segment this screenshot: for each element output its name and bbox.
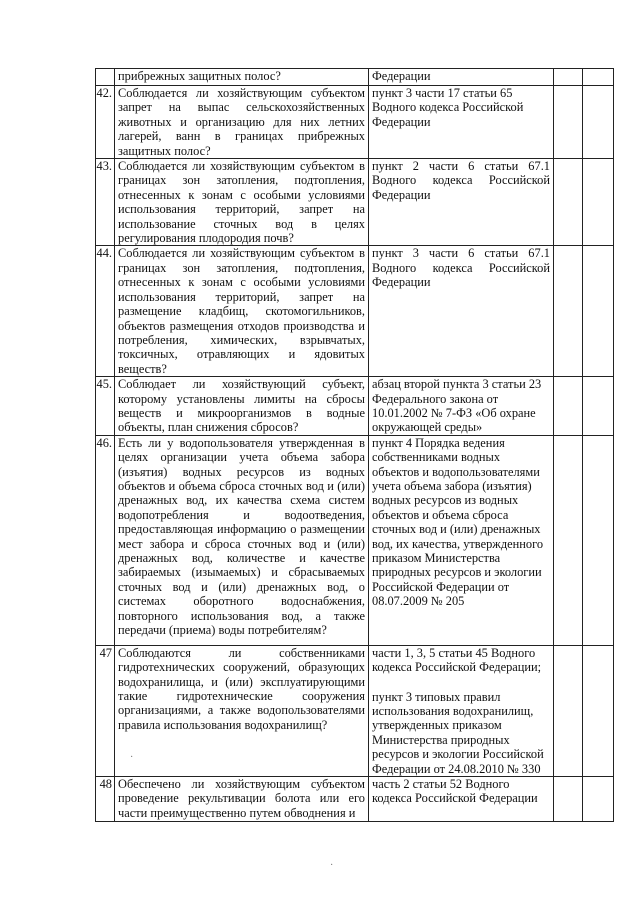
empty-cell <box>583 645 614 776</box>
empty-cell <box>554 86 583 159</box>
empty-cell <box>554 645 583 776</box>
empty-cell <box>554 246 583 377</box>
row-number: 45. <box>96 377 115 436</box>
question-cell: Есть ли у водопользователя утвержденная в целях организации учета объема забора (изъятия) водных ресурсов из водных объектов и объема сброса сточных вод и (или) дренажных вод, их качества схема систем водопотребления и водоотведения, предоставляющая информацию о размещении мест забора и сброса сточных вод и (или) дренажных вод, количестве и качестве забираемых (изымаемых) и сбрасываемых сточных вод и (или) дренажных вод, о системах оборотного водоснабжения, повторного использования вод, а также передачи (приема) воды потребителям? <box>115 435 369 645</box>
reference-cell: часть 2 статьи 52 Водного кодекса Российской Федерации <box>369 777 554 822</box>
reference-cell: пункт 2 части 6 статьи 67.1 Водного кодекса Российской Федерации <box>369 159 554 246</box>
empty-cell <box>554 377 583 436</box>
row-number <box>96 69 115 86</box>
question-cell: Соблюдает ли хозяйствующий субъект, которому установлены лимиты на сбросы веществ и микроорганизмов в водные объекты, план снижения сбросов? <box>115 377 369 436</box>
empty-cell <box>554 159 583 246</box>
empty-cell <box>583 777 614 822</box>
paragraph-gap <box>372 675 550 690</box>
question-cell: прибрежных защитных полос? <box>115 69 369 86</box>
requirements-table <box>95 68 614 822</box>
row-number: 42. <box>96 86 115 159</box>
table-row <box>96 246 614 377</box>
row-number: 43. <box>96 159 115 246</box>
row-number: 44. <box>96 246 115 377</box>
table-row <box>96 159 614 246</box>
table-row <box>96 645 614 776</box>
table-row <box>96 86 614 159</box>
reference-cell: Федерации <box>369 69 554 86</box>
table-row <box>96 69 614 86</box>
reference-cell: пункт 4 Порядка ведения собственниками водных объектов и водопользователями учета объема забора (изъятия) водных ресурсов из водных объектов и объема сброса сточных вод и (или) дренажных вод, их качества, утвержденного приказом Министерства природных ресурсов и экологии Российской Федерации от 08.07.2009 № 205 <box>369 435 554 645</box>
empty-cell <box>583 69 614 86</box>
empty-cell <box>583 159 614 246</box>
reference-paragraph: части 1, 3, 5 статьи 45 Водного кодекса Российской Федерации; <box>372 645 542 675</box>
empty-cell <box>583 86 614 159</box>
row-number: 48 <box>96 777 115 822</box>
question-cell: Соблюдается ли хозяйствующим субъектом в границах зон затопления, подтопления, отнесенных к зонам с особыми условиями использования территорий, запрет на размещение кладбищ, скотомогильников, объектов размещения отходов производства и потребления, химических, взрывчатых, токсичных, отравляющих и ядовитых веществ? <box>115 246 369 377</box>
question-cell: Обеспечено ли хозяйствующим субъектом проведение рекультивации болота или его части преимущественно путем обводнения и <box>115 777 369 822</box>
empty-cell <box>583 377 614 436</box>
empty-cell <box>583 435 614 645</box>
table-row <box>96 377 614 436</box>
empty-cell <box>554 435 583 645</box>
row-number: 47 <box>96 645 115 776</box>
reference-cell: абзац второй пункта 3 статьи 23 Федерального закона от 10.01.2002 № 7-ФЗ «Об охране окружающей среды» <box>369 377 554 436</box>
reference-cell <box>369 645 554 776</box>
reference-cell: пункт 3 части 6 статьи 67.1 Водного кодекса Российской Федерации <box>369 246 554 377</box>
question-cell: Соблюдаются ли собственниками гидротехнических сооружений, образующих водохранилища, и (или) эксплуатирующими такие гидротехнические сооружения организациями, а также водопользователями правила использования водохранилищ? <box>115 645 369 776</box>
reference-cell: пункт 3 части 17 статьи 65 Водного кодекса Российской Федерации <box>369 86 554 159</box>
table-row <box>96 435 614 645</box>
question-cell: Соблюдается ли хозяйствующим субъектом запрет на выпас сельскохозяйственных животных и организацию для них летних лагерей, ванн в границах прибрежных защитных полос? <box>115 86 369 159</box>
empty-cell <box>583 246 614 377</box>
row-number: 46. <box>96 435 115 645</box>
scan-speck: · <box>330 860 334 871</box>
question-cell: Соблюдается ли хозяйствующим субъектом в границах зон затопления, подтопления, отнесенных к зонам с особыми условиями использования территорий, запрет на использование сточных вод в целях регулирования плодородия почв? <box>115 159 369 246</box>
empty-cell <box>554 777 583 822</box>
scan-speck: · <box>130 752 134 763</box>
reference-paragraph: пункт 3 типовых правил использования водохранилищ, утвержденных приказом Министерства природных ресурсов и экологии Российской Федерации от 24.08.2010 № 330 <box>372 689 544 776</box>
empty-cell <box>554 69 583 86</box>
table-row <box>96 777 614 822</box>
